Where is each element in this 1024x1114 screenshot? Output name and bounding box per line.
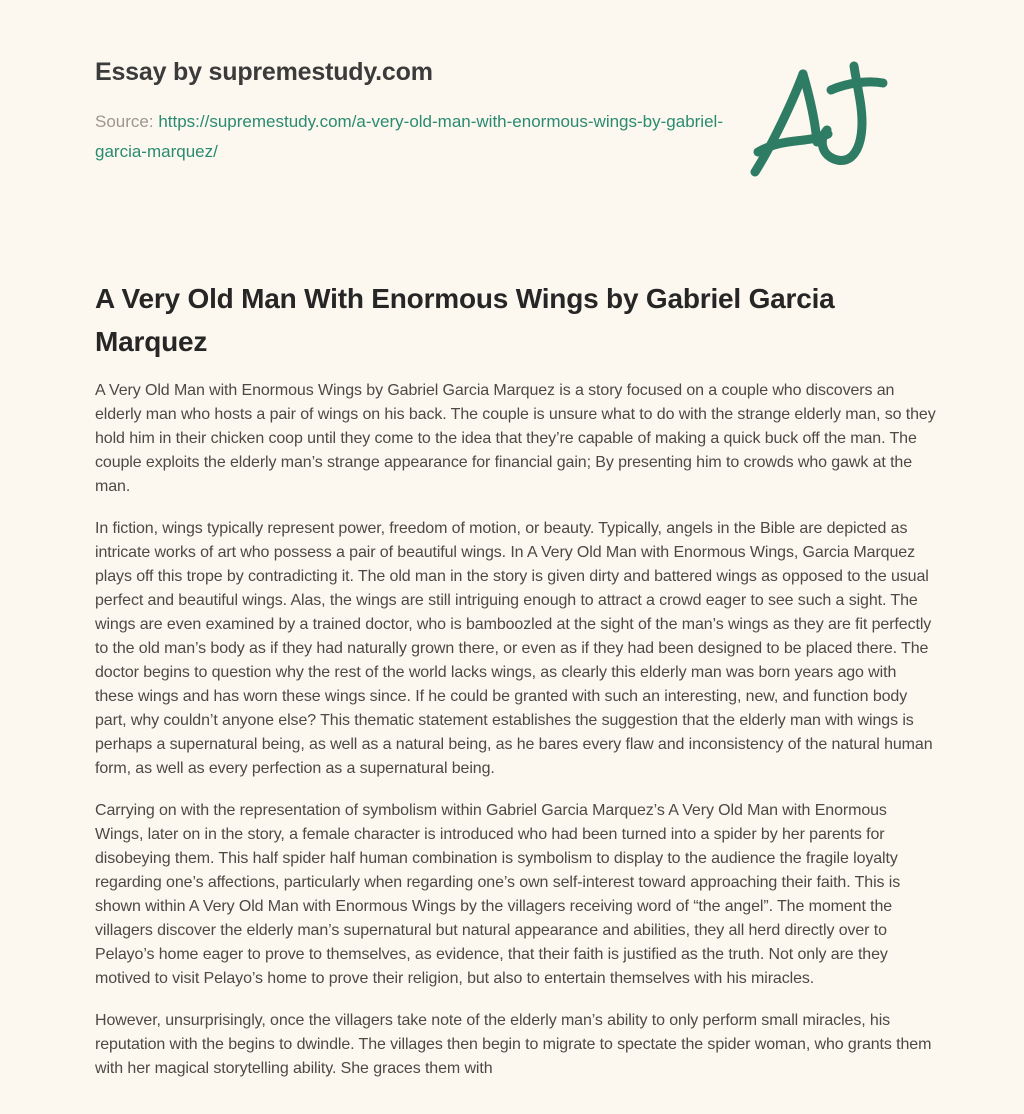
- essay-paragraph: However, unsurprisingly, once the villagers take note of the elderly man’s ability to only perform small miracles, his reputation with the begins to dwindle. The villages then begin to migrate to spectate the spider woman, who grants them with her magical storytelling ability. She graces them with: [95, 1012, 932, 1077]
- a-plus-logo-icon: [746, 60, 896, 178]
- logo-container: [746, 60, 896, 183]
- source-label: Source:: [95, 112, 154, 131]
- essay-paragraph: Carrying on with the representation of symbolism within Gabriel Garcia Marquez’s A Very Old Man with Enormous Wings, later on in the story, a female character is introduced who had been turned into a spider by her parents for disobeying them. This half spider half human combination is symbolism to display to the audience the fragile loyalty regarding one’s affections, particularly when regarding one’s own self-interest toward approaching their faith. This is shown within A Very Old Man with Enormous Wings by the villagers receiving word of “the angel”. The moment the villagers discover the elderly man’s supernatural but natural appearance and abilities, they all herd directly over to Pelayo’s home eager to prove to themselves, as evidence, that their faith is justified as the truth. Not only are they motived to visit Pelayo’s home to prove their religion, but also to entertain themselves with his miracles.: [95, 802, 901, 987]
- essay-paragraph: In fiction, wings typically represent power, freedom of motion, or beauty. Typically, angels in the Bible are depicted as intricate works of art who possess a pair of beautiful wings. In A Very Old Man with Enormous Wings, Garcia Marquez plays off this trope by contradicting it. The old man in the story is given dirty and battered wings as opposed to the usual perfect and beautiful wings. Alas, the wings are still intriguing enough to attract a crowd eager to see such a sight. The wings are even examined by a trained doctor, who is bamboozled at the sight of the man’s wings as they are fit perfectly to the old man’s body as if they had naturally grown there, or even as if they had been designed to be placed there. The doctor begins to question why the rest of the world lacks wings, as clearly this elderly man was born years ago with these wings and has worn these wings since. If he could be granted with such an interesting, new, and function body part, why couldn’t anyone else? This thematic statement establishes the suggestion that the elderly man with wings is perhaps a supernatural being, as well as a natural being, as he bares every flaw and inconsistency of the natural human form, as well as every perfection as a supernatural being.: [95, 520, 933, 777]
- site-byline: Essay by supremestudy.com: [95, 58, 433, 86]
- essay-body: [95, 379, 936, 1081]
- source-url-link[interactable]: https://supremestudy.com/a-very-old-man-with-enormous-wings-by-gabriel-garcia-marquez/: [95, 112, 723, 161]
- source-line: [95, 107, 746, 167]
- page-header: [95, 58, 936, 183]
- header-text-block: [95, 58, 746, 167]
- essay-paragraph: A Very Old Man with Enormous Wings by Gabriel Garcia Marquez is a story focused on a couple who discovers an elderly man who hosts a pair of wings on his back. The couple is unsure what to do with the strange elderly man, so they hold him in their chicken coop until they come to the idea that they’re capable of making a quick buck off the man. The couple exploits the elderly man’s strange appearance for financial gain; By presenting him to crowds who gawk at the man.: [95, 382, 936, 495]
- essay-title: A Very Old Man With Enormous Wings by Gabriel Garcia Marquez: [95, 283, 835, 357]
